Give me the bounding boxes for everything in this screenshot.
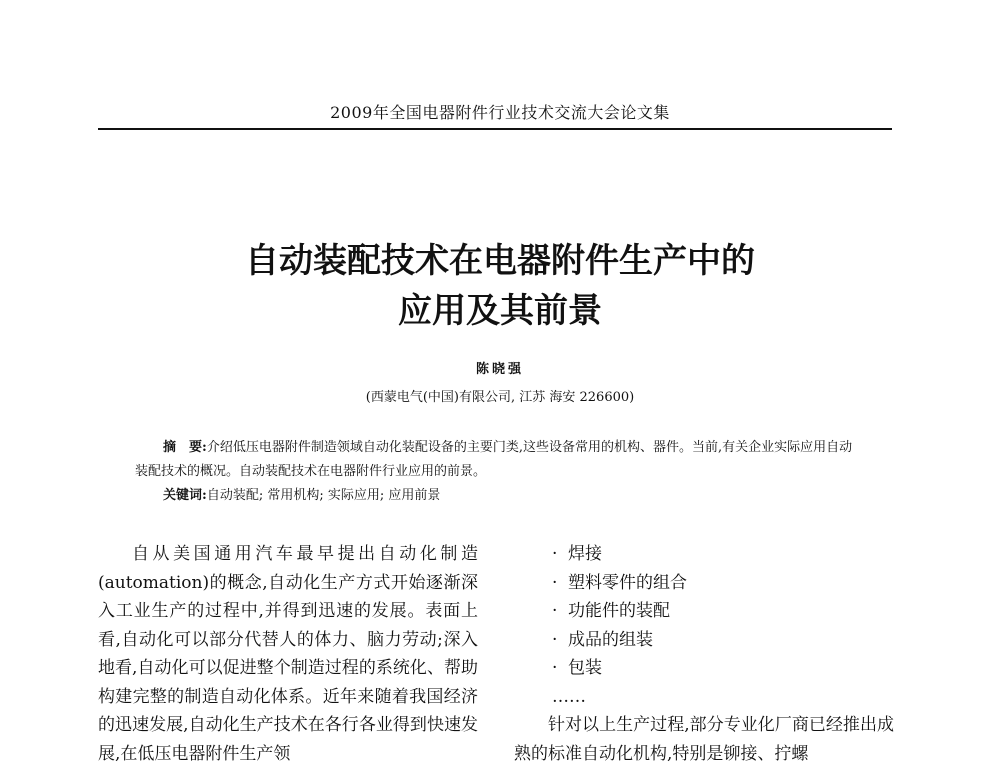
process-item-label: 焊接 [568,544,602,564]
keywords-text: 自动装配; 常用机构; 实际应用; 应用前景 [206,488,441,503]
process-list-item [514,626,894,655]
abstract-paragraph [135,436,865,484]
bullet-marker: · [552,658,558,678]
bullet-marker: · [552,629,558,650]
body-paragraph-right: 针对以上生产过程,部分专业化厂商已经推出成熟的标准自动化机构,特别是铆接、拧螺 [514,715,894,764]
body-column-right [514,540,894,768]
body-column-left [98,540,478,768]
author-name: 陈晓强 [475,362,524,377]
process-list-item [514,654,894,683]
process-item-label: 包装 [568,658,602,678]
process-item-label: 功能件的装配 [568,601,670,621]
process-list-item [514,597,894,626]
author-affiliation: (西蒙电气(中国)有限公司, 江苏 海安 226600) [365,390,635,405]
list-ellipsis: …… [552,686,586,707]
abstract-text: 介绍低压电器附件制造领域自动化装配设备的主要门类,这些设备常用的机构、器件。当前,有关企业实际应用自动装配技术的概况。自动装配技术在电器附件行业应用的前景。 [135,440,853,479]
title-line-1: 自动装配技术在电器附件生产中的 [245,241,755,281]
process-item-label: 成品的组装 [568,629,653,650]
abstract-block [135,436,865,508]
running-head: 2009年全国电器附件行业技术交流大会论文集 [330,103,670,122]
abstract-label: 摘 要: [163,440,207,455]
bullet-marker: · [552,544,558,564]
process-item-label: 塑料零件的组合 [568,572,687,593]
process-list-item [514,569,894,598]
body-paragraph-left: 自从美国通用汽车最早提出自动化制造(automation)的概念,自动化生产方式开始逐渐深入工业生产的过程中,并得到迅速的发展。表面上看,自动化可以部分代替人的体力、脑力劳动;深入地看,自动化可以促进整个制造过程的系统化、帮助构建完整的制造自动化体系。近年来随着我国经济的迅速发展,自动化生产技术在各行各业得到快速发展,在低压电器附件生产领 [98,544,478,764]
title-line-2: 应用及其前景 [398,291,602,331]
process-list [514,540,894,683]
process-list-item [514,540,894,569]
header-rule [98,128,892,130]
bullet-marker: · [552,572,558,593]
keywords-paragraph [163,484,865,508]
paper-title [0,236,1000,336]
keywords-label: 关键词: [163,488,207,503]
bullet-marker: · [552,601,558,621]
